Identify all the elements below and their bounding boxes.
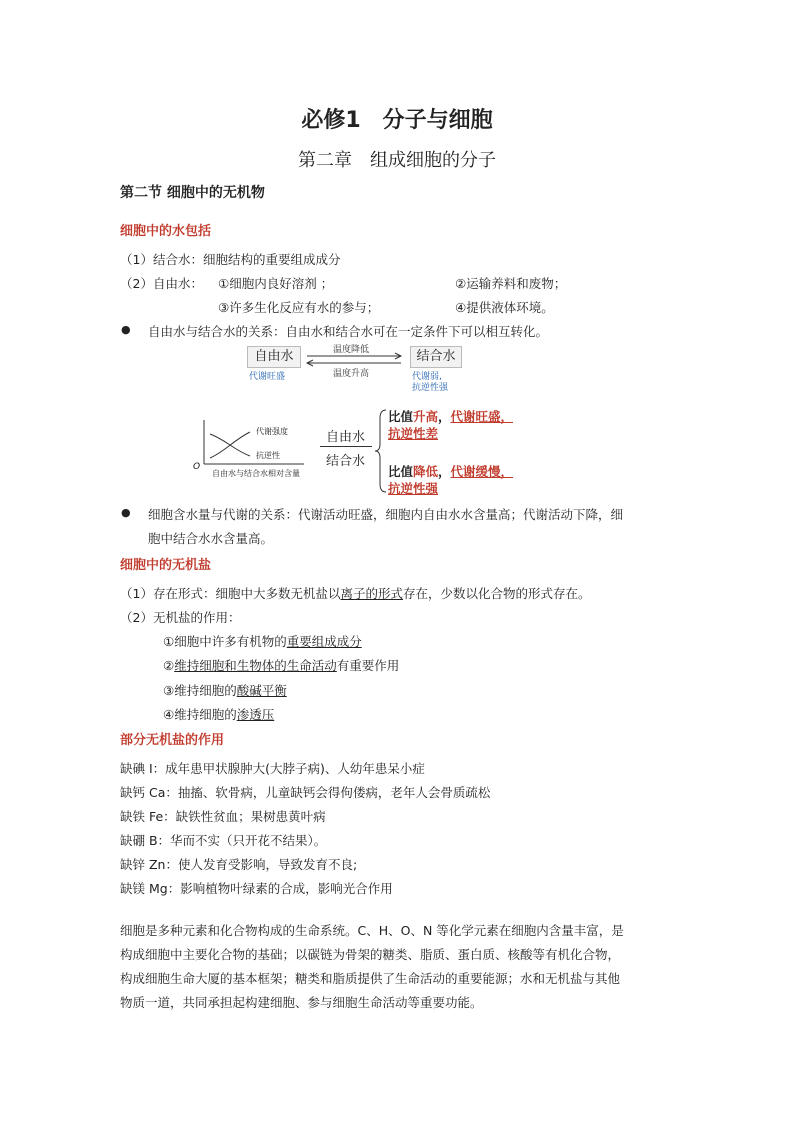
list-item: 缺碘 I：成年患甲状腺肿大(大脖子病)、人幼年患呆小症 [120, 761, 425, 776]
page-title: 必修1 分子与细胞 [301, 108, 493, 133]
list-item: 缺镁 Mg：影响植物叶绿素的合成，影响光合作用 [120, 881, 393, 896]
ratio-lower-metabolism: 代谢缓慢， [450, 464, 514, 479]
salts-role-1-underline: 重要组成成分 [286, 634, 362, 649]
bound-water-sub2: 抗逆性强 [412, 383, 449, 393]
free-water-item-1: ①细胞内良好溶剂 ； [218, 276, 334, 291]
salts-role-2 [163, 656, 399, 674]
graph-origin: O [193, 462, 201, 472]
salts-role-1 [163, 632, 362, 650]
salts-role-3-prefix: ③维持细胞的 [163, 683, 237, 698]
ratio-higher-prefix: 比值 [388, 409, 414, 424]
list-item: 缺硼 B：华而不实（只开花不结果）。 [120, 833, 327, 848]
summary-line: 构成细胞中主要化合物的基础；以碳链为骨架的糖类、脂质、蛋白质、核酸等有机化合物， [120, 947, 621, 962]
ratio-higher-comma: ， [438, 409, 451, 424]
graph-resistance-label: 抗逆性 [256, 451, 280, 460]
salts-form-prefix: （1）存在形式：细胞中大多数无机盐以 [120, 586, 341, 601]
list-item: 缺锌 Zn：使人发育受影响，导致发育不良; [120, 857, 358, 872]
free-water-prefix: （2）自由水： [120, 276, 203, 291]
ratio-higher-resistance: 抗逆性差 [388, 426, 439, 441]
water-relation-bullet: ● 自由水与结合水的关系：自由水和结合水可在一定条件下可以相互转化。 [148, 322, 548, 340]
fraction-line [320, 446, 372, 447]
salts-role-2-prefix: ② [163, 658, 175, 673]
bound-water-sub1: 代谢弱, [412, 372, 442, 382]
salts-role-2-underline: 维持细胞和生物体的生命活动 [174, 658, 337, 673]
arrow-bottom-label: 温度升高 [333, 369, 370, 379]
ratio-higher-line1 [388, 407, 513, 425]
salts-role-1-prefix: ①细胞中许多有机物的 [163, 634, 287, 649]
salts-role-3 [163, 681, 287, 699]
free-water-sub: 代谢旺盛 [249, 372, 286, 382]
list-item: 缺铁 Fe：缺铁性贫血；果树患黄叶病 [120, 809, 326, 824]
salts-form-suffix: 存在，少数以化合物的形式存在。 [402, 586, 591, 601]
free-water-item-3: ③许多生化反应有水的参与； [218, 300, 380, 315]
chapter-title: 第二章 组成细胞的分子 [298, 150, 496, 171]
some-salts-heading: 部分无机盐的作用 [120, 733, 225, 748]
ratio-lower-resistance: 抗逆性强 [388, 481, 439, 496]
ratio-lower-comma: ， [438, 464, 451, 479]
section-title: 第二节 细胞中的无机物 [120, 185, 265, 201]
fraction-bottom: 结合水 [326, 454, 366, 469]
summary-line: 构成细胞生命大厦的基本框架；糖类和脂质提供了生命活动的重要能源；水和无机盐与其他 [120, 971, 621, 986]
conversion-arrows [305, 352, 405, 368]
fraction-top: 自由水 [326, 430, 366, 445]
bound-water-line: （1）结合水：细胞结构的重要组成成分 [120, 252, 341, 267]
arrow-top-label: 温度降低 [333, 345, 370, 355]
graph-x-label: 自由水与结合水相对含量 [212, 469, 300, 478]
salts-role-heading: （2）无机盐的作用： [120, 610, 241, 625]
salts-role-4-underline: 渗透压 [236, 707, 275, 722]
list-item: 缺钙 Ca：抽搐、软骨病，儿童缺钙会得佝偻病，老年人会骨质疏松 [120, 785, 491, 800]
metabolism-bullet-line1: ● 细胞含水量与代谢的关系：代谢活动旺盛，细胞内自由水水含量高；代谢活动下降，细 [148, 505, 623, 523]
salts-role-2-suffix: 有重要作用 [336, 658, 400, 673]
ratio-lower-line1 [388, 462, 513, 480]
brace-icon [374, 408, 388, 494]
ratio-higher-metabolism: 代谢旺盛， [450, 409, 514, 424]
resistance-curve [210, 434, 250, 456]
summary-line: 物质一道，共同承担起构建细胞、参与细胞生命活动等重要功能。 [120, 995, 483, 1010]
ratio-higher-trend: 升高 [413, 409, 439, 424]
salts-form-line [120, 584, 591, 602]
salts-role-3-underline: 酸碱平衡 [236, 683, 287, 698]
salts-form-underline: 离子的形式 [340, 586, 403, 601]
metabolism-bullet-line2: 胞中结合水水含量高。 [148, 531, 274, 546]
salts-heading: 细胞中的无机盐 [120, 558, 212, 573]
salts-role-4-prefix: ④维持细胞的 [163, 707, 237, 722]
water-ratio-graph [196, 418, 306, 470]
free-water-box: 自由水 [247, 346, 301, 368]
water-heading: 细胞中的水包括 [120, 224, 212, 239]
graph-metabolism-label: 代谢强度 [256, 427, 288, 436]
bound-water-box: 结合水 [410, 346, 462, 368]
ratio-lower-prefix: 比值 [388, 464, 414, 479]
salts-role-4 [163, 705, 274, 723]
summary-line: 细胞是多种元素和化合物构成的生命系统。C、H、O、N 等化学元素在细胞内含量丰富，是 [120, 923, 624, 938]
free-water-item-2: ②运输养料和废物； [455, 276, 567, 291]
free-water-item-4: ④提供液体环境。 [455, 300, 554, 315]
ratio-lower-trend: 降低 [413, 464, 439, 479]
